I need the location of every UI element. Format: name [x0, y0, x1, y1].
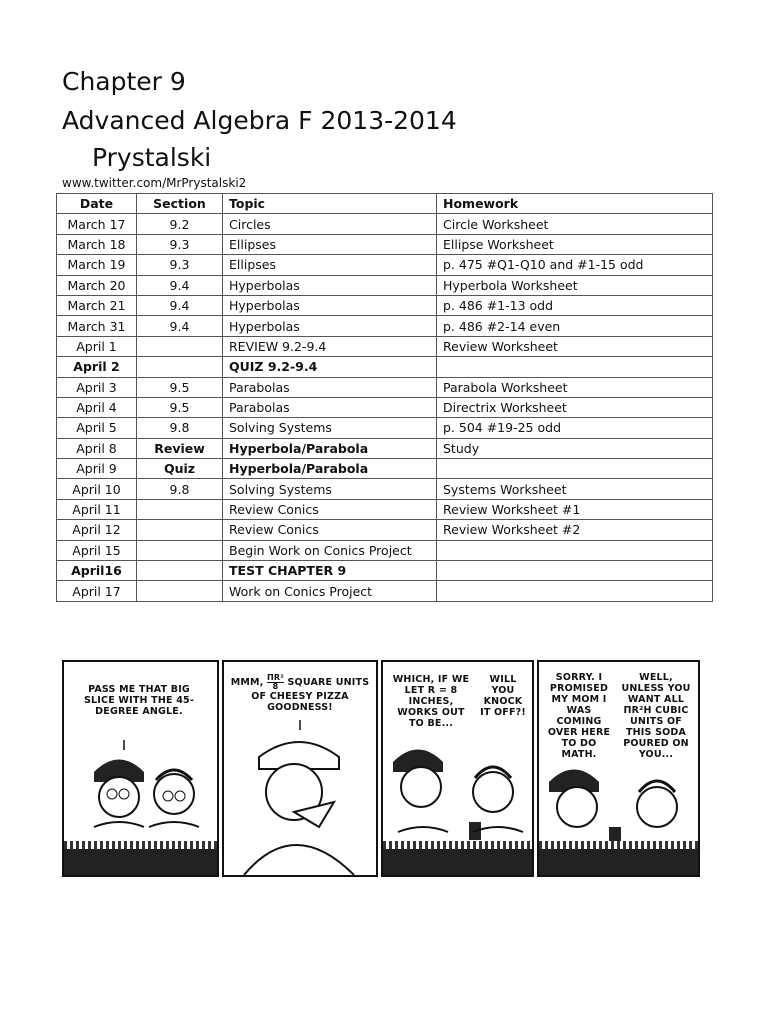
schedule-table — [56, 193, 713, 602]
col-date-header: Date — [57, 194, 137, 214]
cell-topic: Solving Systems — [223, 418, 437, 438]
cell-topic: Parabolas — [223, 397, 437, 417]
schedule-body — [57, 214, 713, 601]
panel-4-caption-a: SORRY. I PROMISED MY MOM I WAS COMING OVER HERE TO DO MATH. — [547, 672, 611, 760]
cell-homework: Systems Worksheet — [437, 479, 713, 499]
table-row — [57, 234, 713, 254]
cell-topic: Hyperbolas — [223, 275, 437, 295]
cell-section — [137, 540, 223, 560]
panel-2-drawing — [224, 662, 376, 875]
cell-homework: Study — [437, 438, 713, 458]
panel-2-text-a: MMM, — [230, 677, 264, 688]
table-header-row — [57, 194, 713, 214]
cell-section — [137, 581, 223, 601]
cell-date: April 3 — [57, 377, 137, 397]
cell-section — [137, 357, 223, 377]
cell-homework — [437, 459, 713, 479]
cell-section — [137, 520, 223, 540]
table-row — [57, 377, 713, 397]
cell-topic: REVIEW 9.2-9.4 — [223, 336, 437, 356]
fraction-numerator: ΠR² — [267, 673, 284, 682]
cell-homework — [437, 581, 713, 601]
cell-section: 9.4 — [137, 275, 223, 295]
panel-1-caption: PASS ME THAT BIG SLICE WITH THE 45-DEGREE ANGLE. — [84, 684, 194, 717]
cell-date: April 8 — [57, 438, 137, 458]
cell-section — [137, 336, 223, 356]
cell-date: March 17 — [57, 214, 137, 234]
table-row — [57, 418, 713, 438]
table-row — [57, 438, 713, 458]
cell-section: 9.2 — [137, 214, 223, 234]
cell-topic: Parabolas — [223, 377, 437, 397]
cell-homework: Circle Worksheet — [437, 214, 713, 234]
table-row — [57, 581, 713, 601]
chapter-title: Chapter 9 — [62, 67, 186, 96]
cell-topic: Hyperbolas — [223, 316, 437, 336]
cell-topic: Solving Systems — [223, 479, 437, 499]
cell-section: 9.4 — [137, 295, 223, 315]
cell-homework: Ellipse Worksheet — [437, 234, 713, 254]
cell-date: April 11 — [57, 499, 137, 519]
table-row — [57, 520, 713, 540]
col-topic-header: Topic — [223, 194, 437, 214]
col-section-header: Section — [137, 194, 223, 214]
cell-homework: Review Worksheet #1 — [437, 499, 713, 519]
cell-section: 9.4 — [137, 316, 223, 336]
cell-topic: Hyperbola/Parabola — [223, 459, 437, 479]
teacher-name: Prystalski — [92, 143, 212, 172]
cell-section: 9.5 — [137, 397, 223, 417]
table-row — [57, 214, 713, 234]
cell-homework: p. 486 #1-13 odd — [437, 295, 713, 315]
table-row — [57, 316, 713, 336]
comic-panel-2 — [222, 660, 378, 877]
cell-date: April 17 — [57, 581, 137, 601]
cell-homework — [437, 540, 713, 560]
cell-date: April 5 — [57, 418, 137, 438]
cell-date: March 18 — [57, 234, 137, 254]
cell-homework: p. 486 #2-14 even — [437, 316, 713, 336]
cell-date: April 12 — [57, 520, 137, 540]
cell-section: 9.5 — [137, 377, 223, 397]
table-row — [57, 255, 713, 275]
cell-topic: Hyperbolas — [223, 295, 437, 315]
cell-date: April 15 — [57, 540, 137, 560]
table-row — [57, 275, 713, 295]
table-row — [57, 357, 713, 377]
cell-date: March 19 — [57, 255, 137, 275]
cell-section: 9.8 — [137, 418, 223, 438]
cell-section — [137, 499, 223, 519]
table-row — [57, 479, 713, 499]
cell-homework: Parabola Worksheet — [437, 377, 713, 397]
cell-topic: Ellipses — [223, 234, 437, 254]
cell-section: 9.3 — [137, 234, 223, 254]
cell-date: March 21 — [57, 295, 137, 315]
table-row — [57, 499, 713, 519]
cell-homework: Review Worksheet — [437, 336, 713, 356]
cell-date: April 4 — [57, 397, 137, 417]
cell-topic: Ellipses — [223, 255, 437, 275]
cell-section: 9.3 — [137, 255, 223, 275]
cell-date: April 9 — [57, 459, 137, 479]
comic-panel-4 — [537, 660, 700, 877]
cell-homework: Review Worksheet #2 — [437, 520, 713, 540]
cell-section: Review — [137, 438, 223, 458]
cell-date: March 31 — [57, 316, 137, 336]
cell-date: April16 — [57, 561, 137, 581]
table-row — [57, 459, 713, 479]
cell-topic: Review Conics — [223, 520, 437, 540]
cell-topic: Hyperbola/Parabola — [223, 438, 437, 458]
cell-homework: p. 504 #19-25 odd — [437, 418, 713, 438]
table-row — [57, 397, 713, 417]
course-title: Advanced Algebra F 2013-2014 — [62, 106, 457, 135]
col-homework-header: Homework — [437, 194, 713, 214]
cell-date: March 20 — [57, 275, 137, 295]
cell-topic: QUIZ 9.2-9.4 — [223, 357, 437, 377]
table-row — [57, 540, 713, 560]
table-row — [57, 295, 713, 315]
cell-homework: p. 475 #Q1-Q10 and #1-15 odd — [437, 255, 713, 275]
comic-panel-1 — [62, 660, 219, 877]
table-row — [57, 561, 713, 581]
cell-date: April 2 — [57, 357, 137, 377]
cell-topic: Work on Conics Project — [223, 581, 437, 601]
cell-topic: Circles — [223, 214, 437, 234]
panel-2-text-b: SQUARE UNITS OF CHEESY PIZZA GOODNESS! — [251, 677, 370, 713]
panel-4-caption-b: WELL, UNLESS YOU WANT ALL ΠR²H CUBIC UNITS OF THIS SODA POURED ON YOU... — [621, 672, 691, 760]
fraction-denominator: 8 — [272, 682, 279, 691]
comic-strip — [62, 660, 698, 875]
panel-3-caption-b: WILL YOU KNOCK IT OFF?! — [480, 674, 526, 718]
cell-date: April 10 — [57, 479, 137, 499]
cell-topic: Begin Work on Conics Project — [223, 540, 437, 560]
cell-section: Quiz — [137, 459, 223, 479]
cell-section: 9.8 — [137, 479, 223, 499]
twitter-url[interactable]: www.twitter.com/MrPrystalski2 — [62, 176, 247, 190]
cell-homework: Directrix Worksheet — [437, 397, 713, 417]
cell-topic: Review Conics — [223, 499, 437, 519]
cell-homework — [437, 561, 713, 581]
cell-homework — [437, 357, 713, 377]
cell-section — [137, 561, 223, 581]
comic-panel-3 — [381, 660, 534, 877]
cell-date: April 1 — [57, 336, 137, 356]
cell-homework: Hyperbola Worksheet — [437, 275, 713, 295]
table-row — [57, 336, 713, 356]
panel-3-caption-a: WHICH, IF WE LET R = 8 INCHES, WORKS OUT TO BE... — [392, 674, 470, 729]
cell-topic: TEST CHAPTER 9 — [223, 561, 437, 581]
